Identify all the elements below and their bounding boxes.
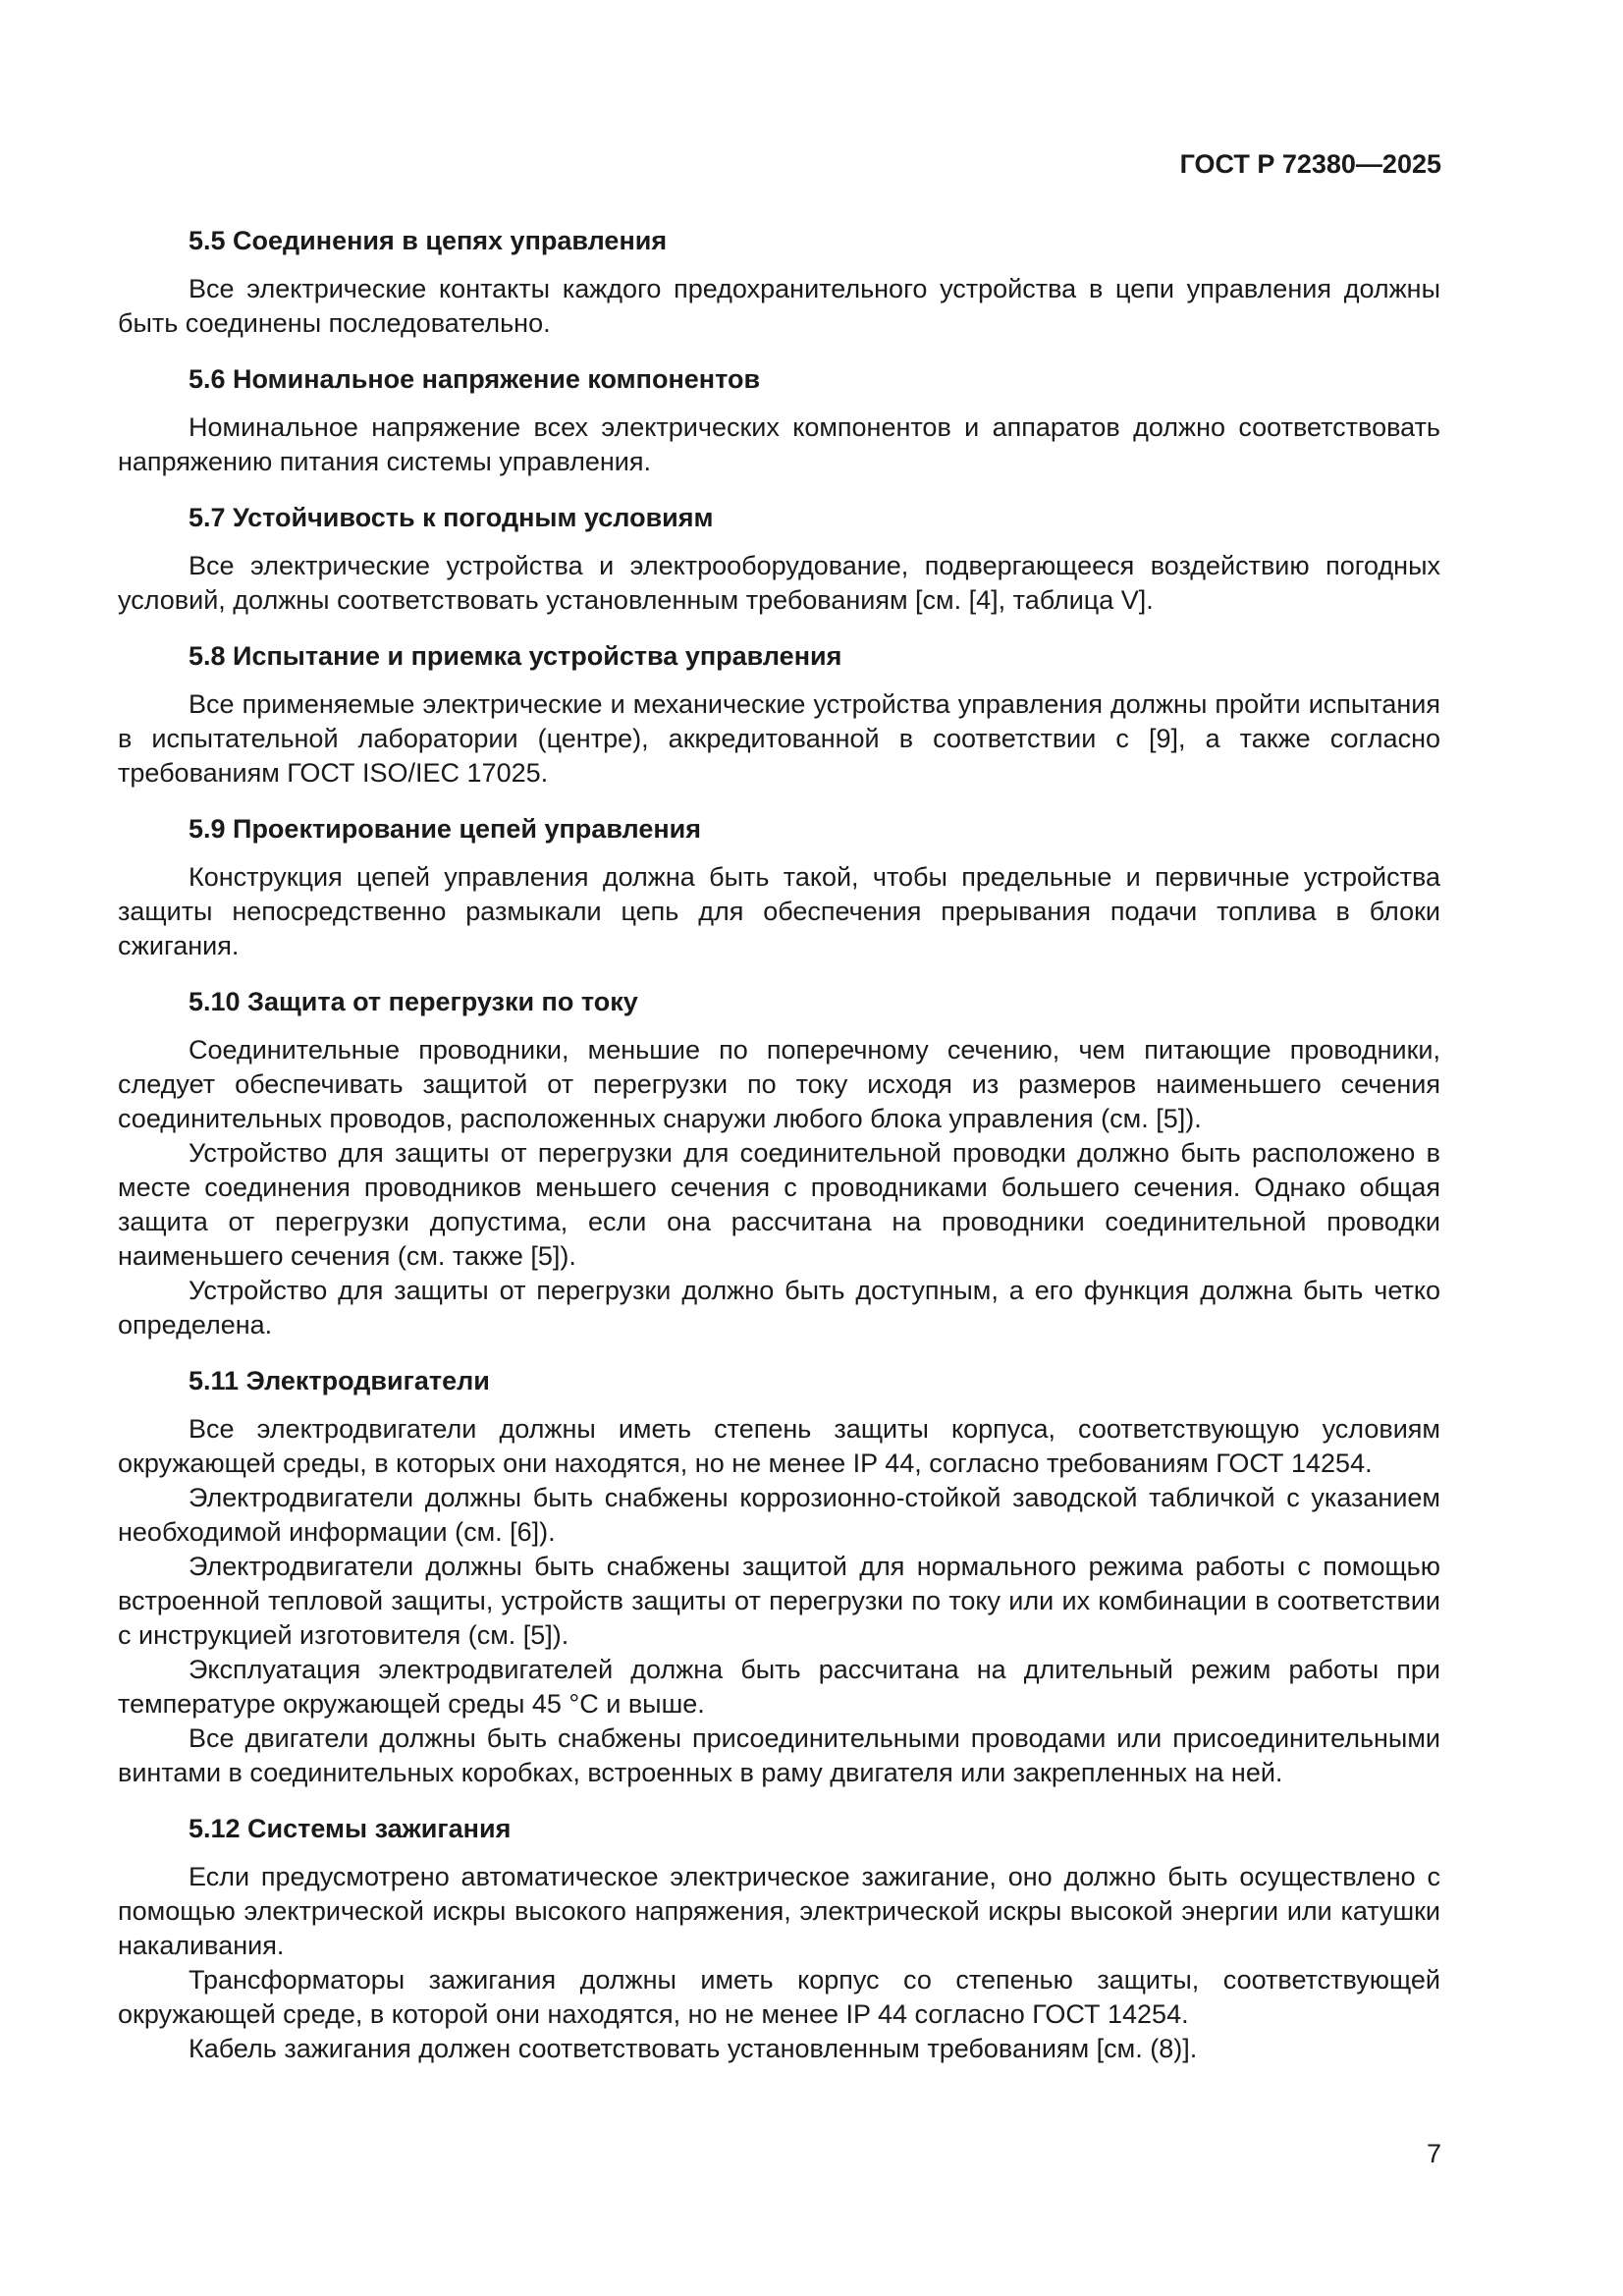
document-id-header: ГОСТ Р 72380—2025 [1179,149,1441,179]
section-title: 5.8 Испытание и приемка устройства управления [189,641,842,671]
paragraph: Электродвигатели должны быть снабжены коррозионно-стойкой заводской табличкой с указанием необходимой информации (см. [6]). [118,1483,1440,1547]
section-title: 5.5 Соединения в цепях управления [189,226,668,255]
section-5-12 [118,1812,1440,2066]
paragraph: Кабель зажигания должен соответствовать установленным требованиям [см. (8)]. [189,2034,1198,2063]
section-5-5 [118,224,1440,341]
paragraph: Эксплуатация электродвигателей должна быть рассчитана на длительный режим работы при температуре окружающей среды 45 °С и выше. [118,1655,1440,1719]
paragraph: Трансформаторы зажигания должны иметь корпус со степенью защиты, соответствующей окружающей среде, в которой они находятся, но не менее IP 44 согласно ГОСТ 14254. [118,1965,1440,2029]
paragraph: Все электрические контакты каждого предохранительного устройства в цепи управления должны быть соединены последовательно. [118,274,1440,338]
section-title: 5.7 Устойчивость к погодным условиям [189,503,714,532]
paragraph: Устройство для защиты от перегрузки должно быть доступным, а его функция должна быть четко определена. [118,1276,1440,1339]
paragraph: Все электродвигатели должны иметь степень защиты корпуса, соответствующую условиям окружающей среды, в которых они находятся, но не менее IP 44, согласно требованиям ГОСТ 14254. [118,1414,1440,1478]
section-title: 5.11 Электродвигатели [189,1366,490,1395]
section-5-11 [118,1364,1440,1790]
paragraph: Все электрические устройства и электрооборудование, подвергающееся воздействию погодных условий, должны соответствовать установленным требованиям [см. [4], таблица V]. [118,551,1440,615]
section-title: 5.9 Проектирование цепей управления [189,814,702,844]
section-5-8 [118,639,1440,791]
section-title: 5.10 Защита от перегрузки по току [189,987,638,1016]
paragraph: Электродвигатели должны быть снабжены защитой для нормального режима работы с помощью встроенной тепловой защиты, устройств защиты от перегрузки по току или их комбинации в соответствии с инструкцией изготовителя (см. [5]). [118,1552,1440,1650]
section-5-6 [118,362,1440,479]
paragraph: Конструкция цепей управления должна быть такой, чтобы предельные и первичные устройства защиты непосредственно размыкали цепь для обеспечения прерывания подачи топлива в блоки сжигания. [118,862,1440,960]
section-title: 5.6 Номинальное напряжение компонентов [189,364,761,394]
paragraph: Устройство для защиты от перегрузки для соединительной проводки должно быть расположено в месте соединения проводников меньшего сечения с проводниками большего сечения. Однако общая защита от перегрузки допустима, если она рассчитана на проводники соединительной проводки наименьшего сечения (см. также [5]). [118,1138,1440,1271]
document-body [118,224,1440,2088]
paragraph: Номинальное напряжение всех электрических компонентов и аппаратов должно соответствовать напряжению питания системы управления. [118,412,1440,476]
section-5-9 [118,812,1440,963]
section-5-10 [118,985,1440,1342]
paragraph: Все двигатели должны быть снабжены присоединительными проводами или присоединительными винтами в соединительных коробках, встроенных в раму двигателя или закрепленных на ней. [118,1723,1440,1787]
section-5-7 [118,501,1440,618]
paragraph: Соединительные проводники, меньшие по поперечному сечению, чем питающие проводники, следует обеспечивать защитой от перегрузки по току исходя из размеров наименьшего сечения соединительных проводов, расположенных снаружи любого блока управления (см. [5]). [118,1035,1440,1133]
page-number: 7 [1426,2139,1441,2168]
paragraph: Если предусмотрено автоматическое электрическое зажигание, оно должно быть осуществлено с помощью электрической искры высокого напряжения, электрической искры высокой энергии или катушки накаливания. [118,1862,1440,1960]
paragraph: Все применяемые электрические и механические устройства управления должны пройти испытания в испытательной лаборатории (центре), аккредитованной в соответствии с [9], а также согласно требованиям ГОСТ ISO/IEC 17025. [118,689,1440,788]
section-title: 5.12 Системы зажигания [189,1814,512,1843]
